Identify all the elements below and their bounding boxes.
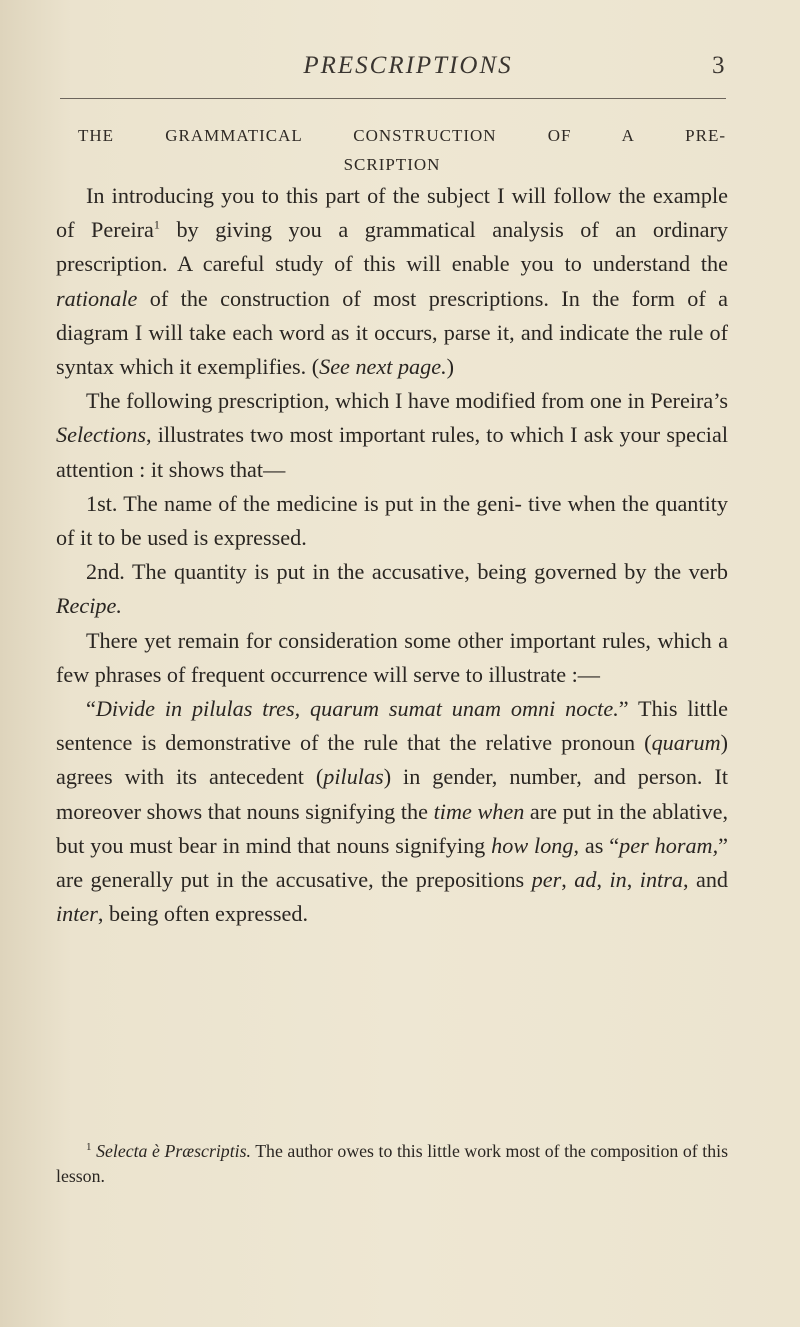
- footnote-text: $^1$ Selecta è Præscriptis. The author owes to this little work most of the composition of this lesson.: [56, 1141, 728, 1186]
- paragraph-6: “Divide in pilulas tres, quarum sumat unam omni nocte.” This little sentence is demonstrative of the rule that the relative pronoun (quarum) agrees with its antecedent (pilulas) in gender, number, and person. It moreover shows that nouns signifying the time when are put in the ablative, but you must bear in mind that nouns signifying how long, as “per horam,” are generally put in the accusative, the prepositions per, ad, in, intra, and inter, being often expressed.: [56, 696, 729, 927]
- paragraph-2: The following prescription, which I have modified from one in Pereira’s Selections, illustrates two most important rules, to which I ask your special attention : it shows that—: [56, 388, 728, 482]
- paragraph-1: In introducing you to this part of the subject I will follow the example of Pereira$^1$ by giving you a grammatical analysis of an ordinary prescription. A careful study of this will enable you to understand the rationale of the construction of most prescriptions. In the form of a diagram I will take each word as it occurs, parse it, and indicate the rule of syntax which it exemplifies. (See next page.): [56, 183, 728, 380]
- footnote: [56, 1139, 728, 1188]
- paragraph-3: 1st. The name of the medicine is put in the geni- tive when the quantity of it to be used is expressed.: [56, 490, 728, 551]
- running-head: PRESCRIPTIONS: [303, 52, 513, 79]
- paragraph-5: There yet remain for consideration some other important rules, which a few phrases of frequent occurrence will serve to illustrate :—: [56, 627, 728, 687]
- paragraph-4: 2nd. The quantity is put in the accusative, being governed by the verb Recipe.: [56, 559, 728, 619]
- section-heading-line-2: SCRIPTION: [343, 155, 441, 174]
- footnote-number: 1: [86, 1141, 92, 1154]
- header-rule: [60, 98, 726, 99]
- body-text: [56, 179, 728, 931]
- section-heading-line-1: THE GRAMMATICAL CONSTRUCTION OF A PRE-: [78, 126, 726, 145]
- page-number: 3: [712, 52, 725, 79]
- section-heading: [58, 121, 726, 179]
- footnote-reference: 1: [153, 217, 160, 232]
